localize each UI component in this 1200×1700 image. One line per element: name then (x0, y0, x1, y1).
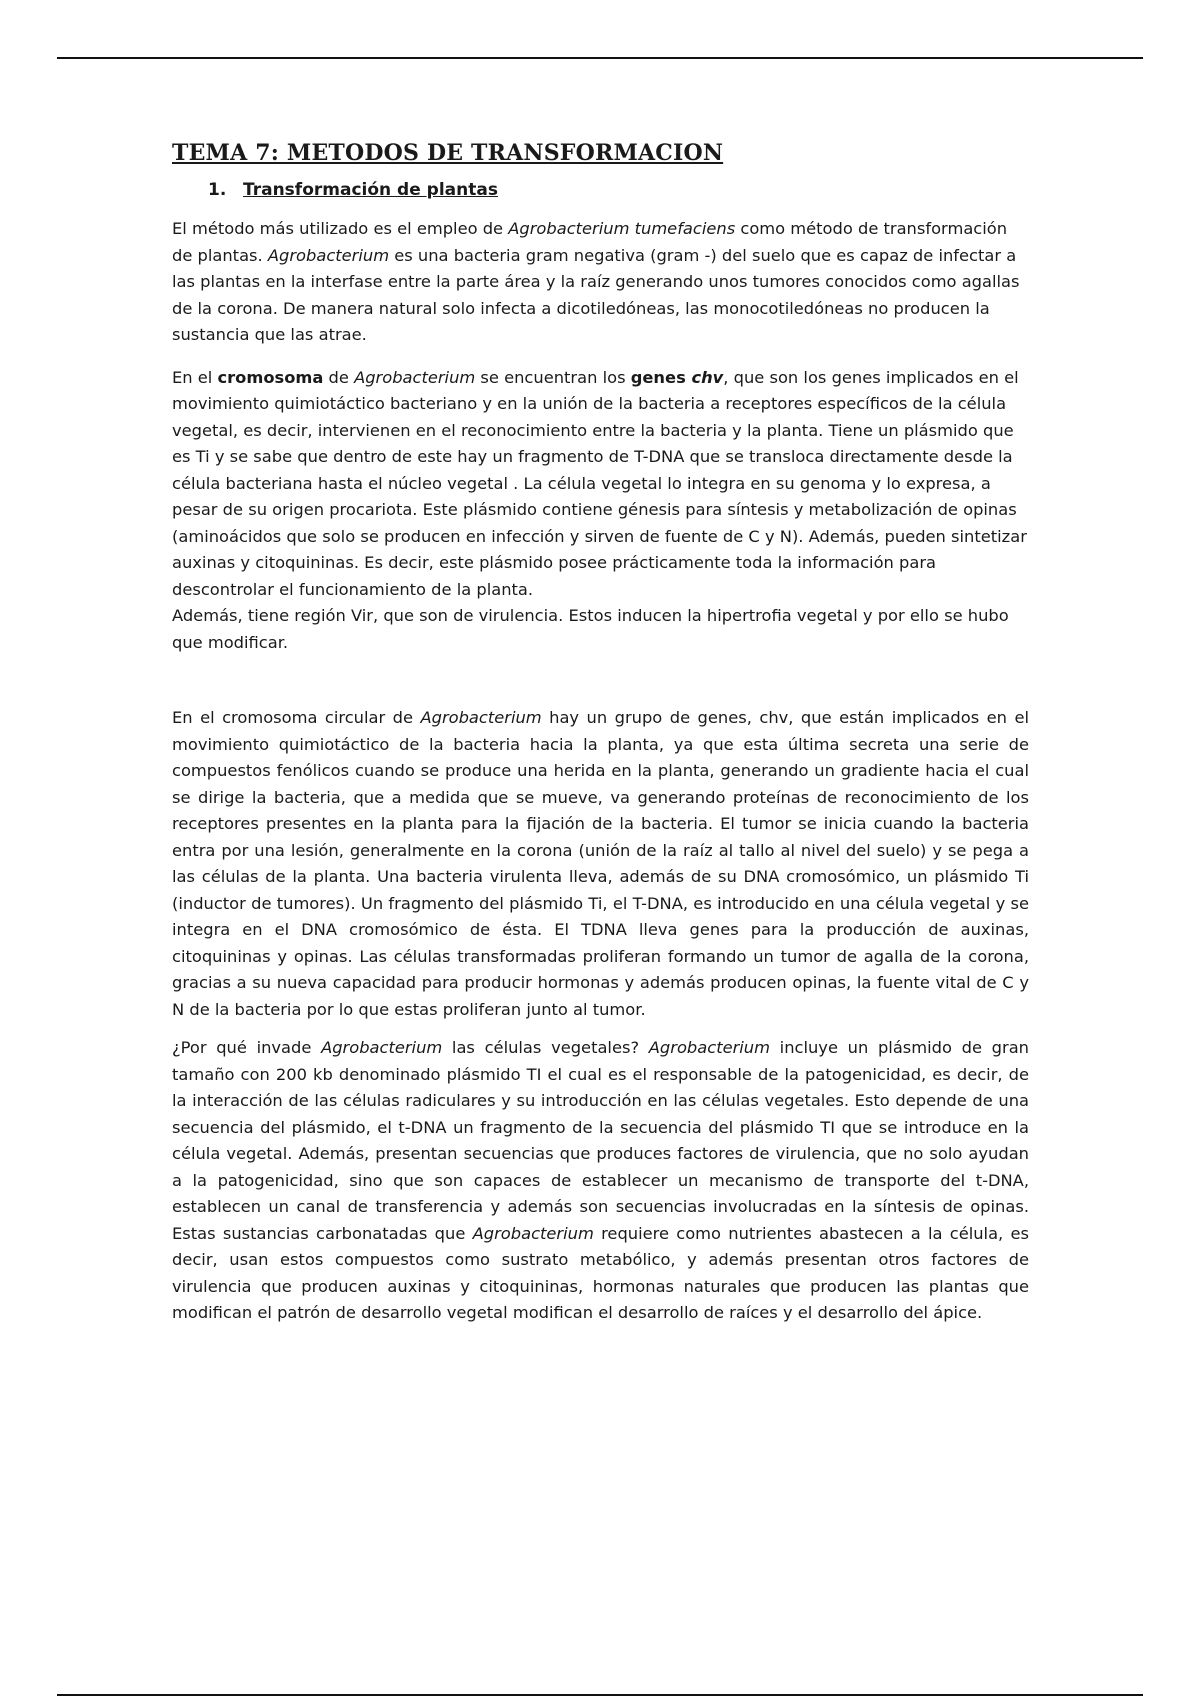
bold-term: cromosoma (217, 367, 324, 387)
genus-name: Agrobacterium (648, 1038, 770, 1057)
top-rule (57, 57, 1143, 59)
paragraph-intro (172, 216, 1029, 349)
paragraph-vir-region: Además, tiene región Vir, que son de virulencia. Estos inducen la hipertrofia vegetal y por ello se hubo que modificar. (172, 606, 1009, 652)
genus-name: Agrobacterium (472, 1223, 594, 1243)
section-heading (208, 180, 1029, 200)
bold-term: genes (630, 367, 692, 387)
paragraph-chromosome (172, 365, 1029, 604)
text-run: ¿Por qué invade (172, 1038, 322, 1057)
genus-name: Agrobacterium (267, 245, 390, 265)
text-run: En el (172, 367, 218, 387)
text-run: de (323, 367, 355, 387)
document-body (172, 140, 1029, 1327)
text-run: incluye un plásmido de gran tamaño con 200 kb denominado plásmido TI el cual es el responsable de la patogenicidad, es decir, de la interacción de las células radiculares y su introducción en las células vegetales. Esto depende de una secuencia del plásmido, el t-DNA un fragmento de la secuencia del plásmido TI que se introduce en la célula vegetal. Además, presentan secuencias que produces factores de virulencia, que no solo ayudan a la patogenicidad, sino que son capaces de establecer un mecanismo de transporte del t-DNA, establecen un canal de transferencia y además son secuencias involucradas en la síntesis de opinas. Estas sustancias carbonatadas que (172, 1038, 1029, 1243)
bottom-rule (57, 1694, 1143, 1696)
genus-name: Agrobacterium (321, 1038, 443, 1057)
section-title: Transformación de plantas (243, 180, 498, 200)
section-number: 1. (208, 180, 227, 200)
bold-italic-term: chv (691, 367, 724, 387)
text-run: En el cromosoma circular de (172, 708, 421, 727)
text-run: , que son los genes implicados en el movimiento quimiotáctico bacteriano y en la unión de la bacteria a receptores específicos de la célula vegetal, es decir, intervienen en el reconocimiento entre la bacteria y la planta. Tiene un plásmido que es Ti y se sabe que dentro de este hay un fragmento de T-DNA que se transloca directamente desde la célula bacteriana hasta el núcleo vegetal . La célula vegetal lo integra en su genoma y lo expresa, a pesar de su origen procariota. Este plásmido contiene génesis para síntesis y metabolización de opinas (aminoácidos que solo se producen en infección y sirven de fuente de C y N). Además, pueden sintetizar auxinas y citoquininas. Es decir, este plásmido posee prácticamente toda la información para descontrolar el funcionamiento de la planta. (172, 367, 1027, 599)
paragraph-circular-chromosome (172, 705, 1029, 1023)
text-run: El método más utilizado es el empleo de (172, 219, 509, 238)
text-run: se encuentran los (475, 367, 631, 387)
text-run: las células vegetales? (442, 1038, 649, 1057)
text-run: como método de transformación de plantas. (172, 219, 1008, 265)
paragraph-why-invade (172, 1035, 1029, 1327)
text-run: requiere como nutrientes abastecen a la célula, es decir, usan estos compuestos como sustrato metabólico, y además presentan otros factores de virulencia que producen auxinas y citoquininas, hormonas naturales que producen las plantas que modifican el patrón de desarrollo vegetal modifican el desarrollo de raíces y el desarrollo del ápice. (172, 1223, 1029, 1322)
species-name: Agrobacterium tumefaciens (508, 219, 736, 238)
text-run: hay un grupo de genes, chv, que están implicados en el movimiento quimiotáctico de la bacteria hacia la planta, ya que esta última secreta una serie de compuestos fenólicos cuando se produce una herida en la planta, generando un gradiente hacia el cual se dirige la bacteria, que a medida que se mueve, va generando proteínas de reconocimiento de los receptores presentes en la planta para la fijación de la bacteria. El tumor se inicia cuando la bacteria entra por una lesión, generalmente en la corona (unión de la raíz al tallo al nivel del suelo) y se pega a las células de la planta. Una bacteria virulenta lleva, además de su DNA cromosómico, un plásmido Ti (inductor de tumores). Un fragmento del plásmido Ti, el T-DNA, es introducido en una célula vegetal y se integra en el DNA cromosómico de ésta. El TDNA lleva genes para la producción de auxinas, citoquininas y opinas. Las células transformadas proliferan formando un tumor de agalla de la corona, gracias a su nueva capacidad para producir hormonas y además producen opinas, la fuente vital de C y N de la bacteria por lo que estas proliferan junto al tumor. (172, 708, 1029, 1019)
text-run: es una bacteria gram negativa (gram -) del suelo que es capaz de infectar a las plantas en la interfase entre la parte área y la raíz generando unos tumores conocidos como agallas de la corona. De manera natural solo infecta a dicotiledóneas, las monocotiledóneas no producen la sustancia que las atrae. (172, 245, 1020, 344)
genus-name: Agrobacterium (420, 708, 542, 727)
page-title: TEMA 7: METODOS DE TRANSFORMACION (172, 140, 724, 166)
genus-name: Agrobacterium (354, 367, 476, 387)
